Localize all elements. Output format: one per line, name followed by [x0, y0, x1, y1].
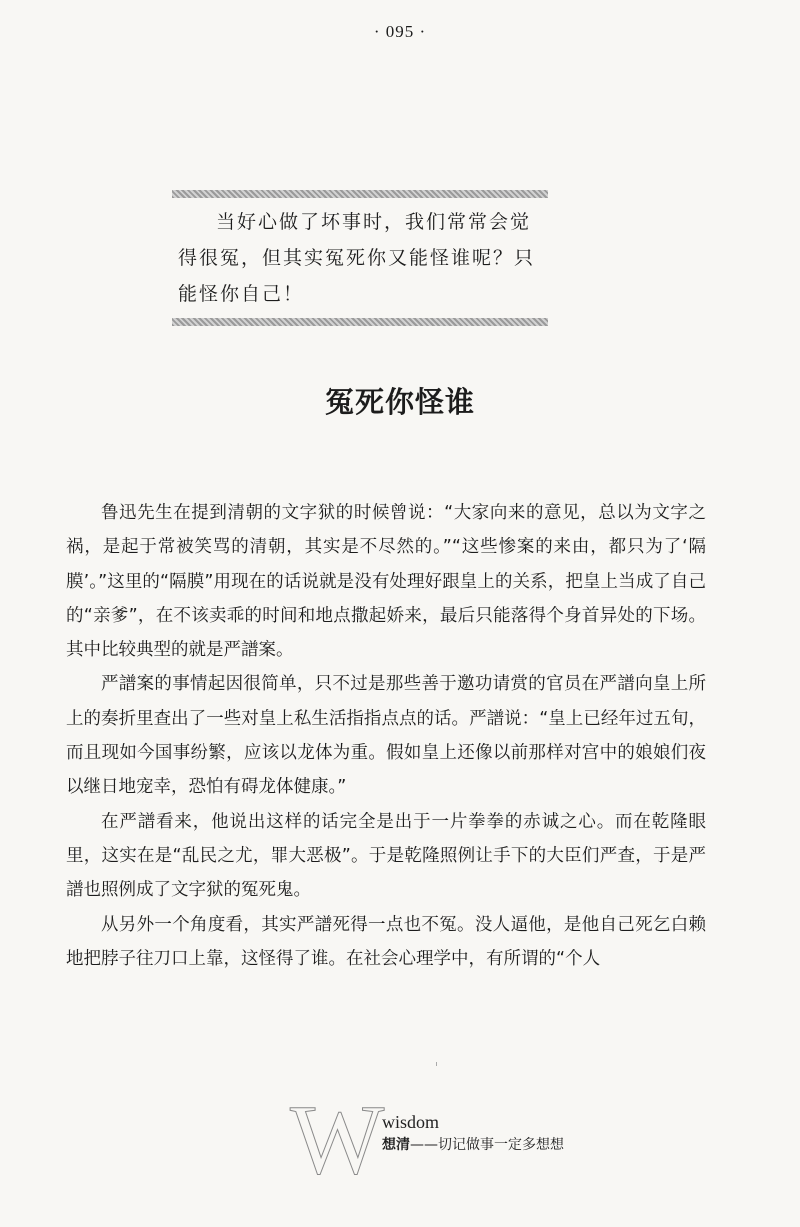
quote-text: 当好心做了坏事时，我们常常会觉得很冤，但其实冤死你又能怪谁呢？只能怪你自己！	[178, 211, 536, 305]
footer-caption-rest: ——切记做事一定多想想	[410, 1137, 564, 1153]
paragraph: 从另外一个角度看，其实严譜死得一点也不冤。没人逼他，是他自己死乞白赖地把脖子往刀口上靠，这怪得了谁。在社会心理学中，有所谓的“个人	[66, 914, 706, 969]
footer-caption	[382, 1134, 564, 1154]
paragraph: 在严譜看来，他说出这样的话完全是出于一片拳拳的赤诚之心。而在乾隆眼里，这实在是“乱民之尤，罪大恶极”。于是乾隆照例让手下的大臣们严查，于是严譜也照例成了文字狱的冤死鬼。	[66, 811, 706, 901]
footer-caption-strong: 想清	[382, 1137, 410, 1153]
divider-mark	[436, 1062, 437, 1066]
quote-bottom-bar	[172, 318, 548, 326]
footer-wisdom-word: wisdom	[382, 1112, 440, 1132]
page-number: · 095 ·	[373, 22, 427, 41]
footer-logo	[290, 1084, 630, 1200]
article-body	[66, 496, 706, 976]
wisdom-w-logo: W	[290, 1084, 385, 1195]
paragraph: 严譜案的事情起因很简单，只不过是那些善于邀功请赏的官员在严譜向皇上所上的奏折里查出了一些对皇上私生活指指点点的话。严譜说：“皇上已经年过五旬，而且现如今国事纷繁，应该以龙体为重。假如皇上还像以前那样对宫中的娘娘们夜以继日地宠幸，恐怕有碍龙体健康。”	[66, 674, 706, 798]
pull-quote	[172, 190, 548, 326]
article-title: 冤死你怪谁	[324, 385, 475, 419]
quote-top-bar	[172, 190, 548, 198]
paragraph: 鲁迅先生在提到清朝的文字狱的时候曾说：“大家向来的意见，总以为文字之祸，是起于常被笑骂的清朝，其实是不尽然的。”“这些惨案的来由，都只为了‘隔膜’。”这里的“隔膜”用现在的话说就是没有处理好跟皇上的关系，把皇上当成了自己的“亲爹”，在不该卖乖的时间和地点撒起娇来，最后只能落得个身首异处的下场。其中比较典型的就是严譜案。	[66, 503, 706, 661]
